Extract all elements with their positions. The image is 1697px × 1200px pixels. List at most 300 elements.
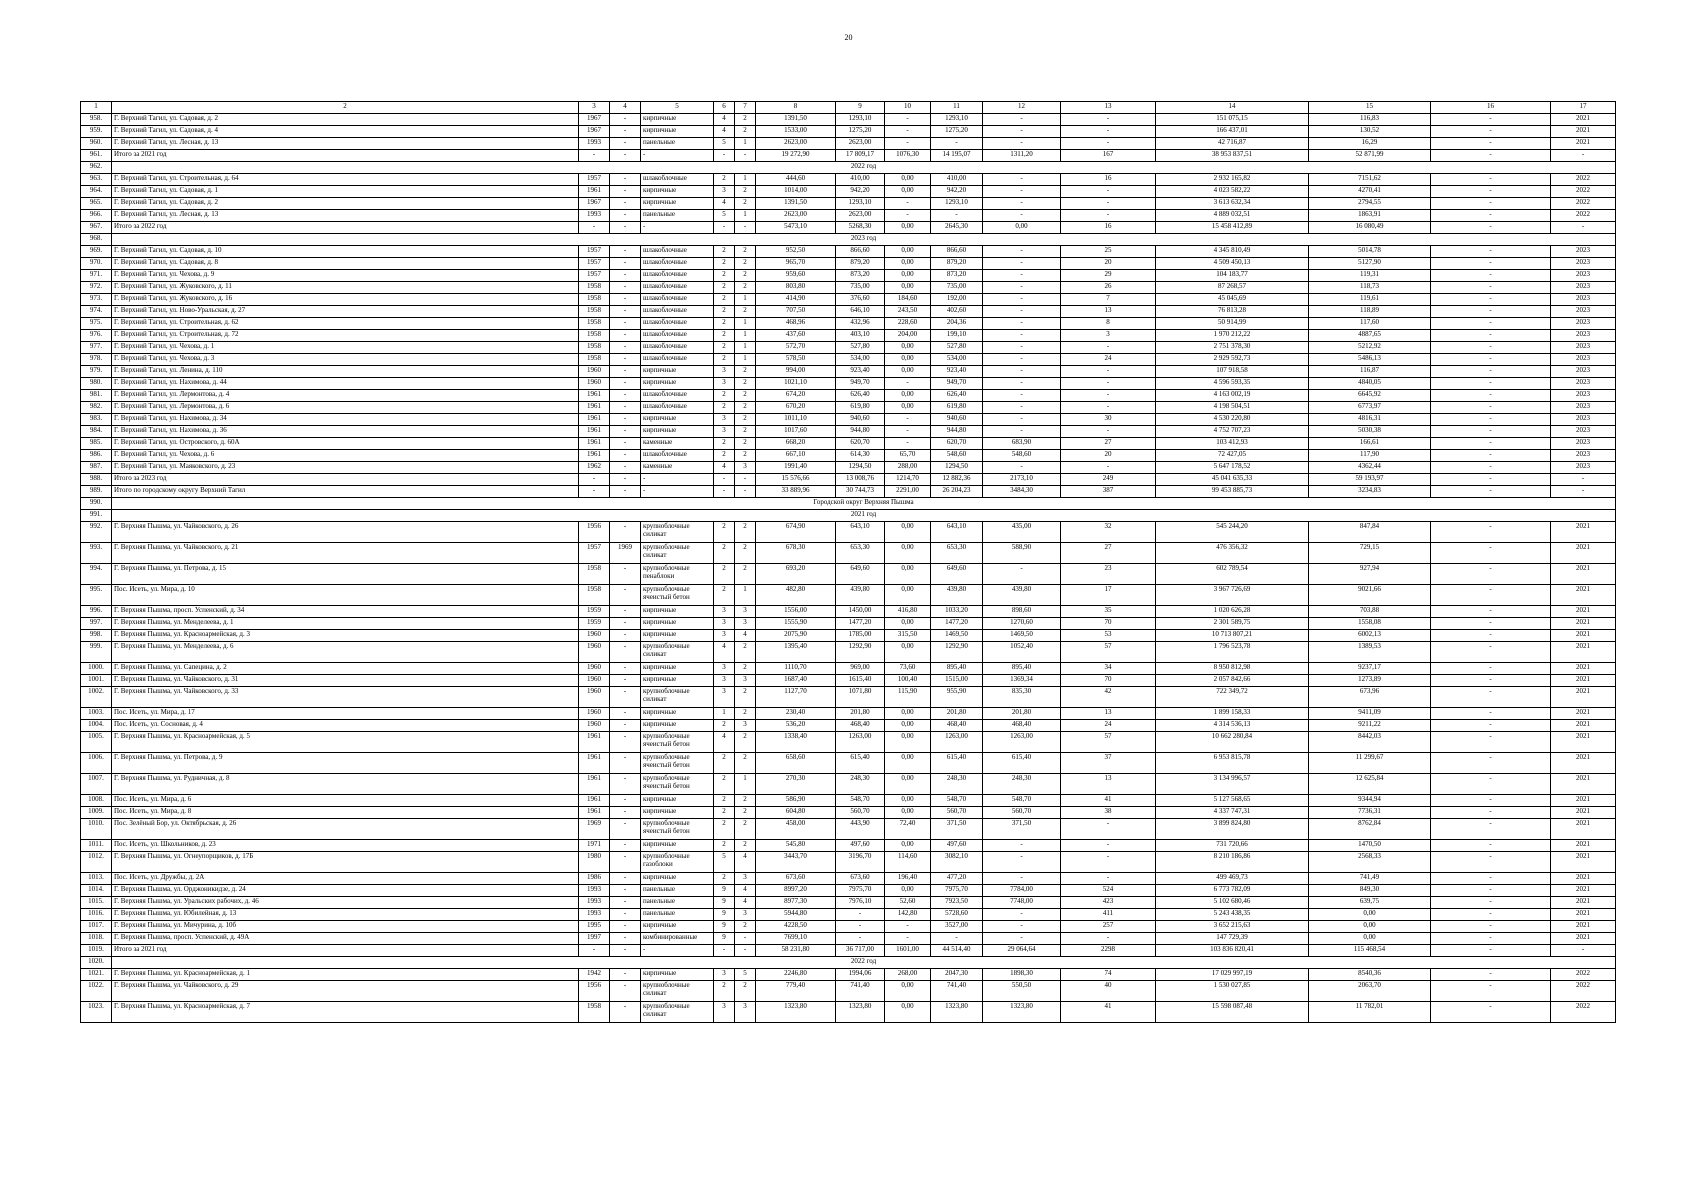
row-number: 988. [81,474,112,486]
unit-cost: 927,94 [1309,564,1431,585]
floors: 4 [714,642,735,663]
table-row [81,306,1616,318]
area-col-11: 12 882,36 [931,474,983,486]
area-col-11: 1033,20 [931,606,983,618]
area-col-12: - [983,921,1061,933]
residents: 41 [1061,1002,1156,1023]
area-col-12: - [983,330,1061,342]
unit-cost: 9021,66 [1309,585,1431,606]
year-built: 1971 [579,840,610,852]
nonresidential-area: - [885,438,931,450]
row-number: 995. [81,585,112,606]
living-area: 497,60 [836,840,885,852]
year-built: 1958 [579,282,610,294]
living-area: 735,00 [836,282,885,294]
wall-material: - [641,222,714,234]
table-row [81,921,1616,933]
floors: 2 [714,258,735,270]
total-area: 1395,40 [756,642,836,663]
year-built: 1993 [579,210,610,222]
total-area: 1110,70 [756,663,836,675]
wall-material: крупноблочные газоблоки [641,852,714,873]
area-col-11: 955,90 [931,687,983,708]
entrances: 1 [735,330,756,342]
cost: 76 813,28 [1156,306,1309,318]
unit-cost: 1273,89 [1309,675,1431,687]
area-col-12: 201,80 [983,708,1061,720]
table-row [81,474,1616,486]
nonresidential-area: 0,00 [885,720,931,732]
planned-year: 2021 [1551,618,1616,630]
year-built: 1958 [579,342,610,354]
entrances: 4 [735,897,756,909]
residents: 423 [1061,897,1156,909]
row-number: 986. [81,450,112,462]
nonresidential-area: 268,00 [885,969,931,981]
cost: 15 598 087,48 [1156,1002,1309,1023]
unit-cost: 9237,17 [1309,663,1431,675]
residents: 70 [1061,618,1156,630]
planned-year: - [1551,945,1616,957]
col-16: - [1431,708,1551,720]
nonresidential-area: - [885,114,931,126]
area-col-11: 439,80 [931,585,983,606]
entrances: 2 [735,306,756,318]
col-16: - [1431,873,1551,885]
total-area: 536,20 [756,720,836,732]
living-area: 7975,70 [836,885,885,897]
planned-year: 2021 [1551,921,1616,933]
area-col-12: - [983,246,1061,258]
cost: 5 647 178,52 [1156,462,1309,474]
cost: 2 057 842,66 [1156,675,1309,687]
entrances: 1 [735,138,756,150]
year-built: 1961 [579,795,610,807]
area-col-12: - [983,270,1061,282]
floors: 2 [714,306,735,318]
address: Г. Верхняя Пышма, ул. Красноармейская, д. 3 [112,630,579,642]
table-row [81,642,1616,663]
row-number: 1020. [81,957,112,969]
planned-year: 2023 [1551,294,1616,306]
planned-year: 2022 [1551,969,1616,981]
table-row [81,426,1616,438]
year-reconstructed: - [610,687,641,708]
area-col-11: 944,80 [931,426,983,438]
area-col-12: 548,60 [983,450,1061,462]
planned-year: 2021 [1551,543,1616,564]
col-16: - [1431,222,1551,234]
entrances: 3 [735,675,756,687]
entrances: 2 [735,732,756,753]
planned-year: 2023 [1551,318,1616,330]
wall-material: кирпичные [641,114,714,126]
cost: 722 349,72 [1156,687,1309,708]
year-reconstructed: - [610,663,641,675]
floors: 2 [714,246,735,258]
address: Г. Верхняя Пышма, ул. Менделеева, д. 1 [112,618,579,630]
planned-year: 2023 [1551,270,1616,282]
year-built: 1960 [579,630,610,642]
table-row [81,126,1616,138]
floors: 3 [714,414,735,426]
row-number: 959. [81,126,112,138]
entrances: 4 [735,630,756,642]
unit-cost: 5486,13 [1309,354,1431,366]
residents: 32 [1061,522,1156,543]
table-row [81,720,1616,732]
area-col-11: 1477,20 [931,618,983,630]
entrances: 2 [735,378,756,390]
row-number: 974. [81,306,112,318]
residents: 24 [1061,354,1156,366]
wall-material: крупноблочные силикат [641,543,714,564]
col-16: - [1431,258,1551,270]
living-area: 5268,30 [836,222,885,234]
wall-material: панельные [641,897,714,909]
planned-year: 2022 [1551,1002,1616,1023]
wall-material: панельные [641,885,714,897]
living-area: 949,70 [836,378,885,390]
row-number: 967. [81,222,112,234]
year-built: 1942 [579,969,610,981]
entrances: 1 [735,774,756,795]
area-col-11: 949,70 [931,378,983,390]
cost: 4 337 747,31 [1156,807,1309,819]
residents: 249 [1061,474,1156,486]
area-col-11: 1293,10 [931,198,983,210]
entrances: 2 [735,564,756,585]
column-header-6: 6 [714,102,735,114]
residents: - [1061,198,1156,210]
floors: 2 [714,270,735,282]
year-reconstructed: - [610,981,641,1002]
year-reconstructed: - [610,198,641,210]
entrances: 2 [735,438,756,450]
total-area: 2246,80 [756,969,836,981]
cost: 4 530 220,80 [1156,414,1309,426]
year-built: 1997 [579,933,610,945]
living-area: 940,60 [836,414,885,426]
living-area: 619,80 [836,402,885,414]
year-reconstructed: - [610,1002,641,1023]
year-built: 1960 [579,675,610,687]
col-16: - [1431,354,1551,366]
row-number: 980. [81,378,112,390]
total-area: 658,60 [756,753,836,774]
planned-year: 2022 [1551,198,1616,210]
unit-cost: 8442,03 [1309,732,1431,753]
year-reconstructed: - [610,969,641,981]
residents: 17 [1061,585,1156,606]
row-number: 1008. [81,795,112,807]
table-row [81,840,1616,852]
unit-cost: 4816,31 [1309,414,1431,426]
column-number-header [81,102,1616,114]
entrances: 2 [735,819,756,840]
row-number: 966. [81,210,112,222]
row-number: 965. [81,198,112,210]
floors: 1 [714,708,735,720]
row-number: 996. [81,606,112,618]
year-built: 1993 [579,138,610,150]
total-area: 572,70 [756,342,836,354]
cost: 38 953 837,51 [1156,150,1309,162]
area-col-12: 560,70 [983,807,1061,819]
living-area: 548,70 [836,795,885,807]
address: Г. Верхняя Пышма, просп. Успенский, д. 49А [112,933,579,945]
year-reconstructed: - [610,885,641,897]
cost: 4 509 450,13 [1156,258,1309,270]
planned-year: 2021 [1551,720,1616,732]
row-number: 987. [81,462,112,474]
col-16: - [1431,909,1551,921]
residents: 57 [1061,732,1156,753]
year-reconstructed: - [610,630,641,642]
row-number: 993. [81,543,112,564]
planned-year: 2021 [1551,687,1616,708]
col-16: - [1431,450,1551,462]
residents: 13 [1061,774,1156,795]
planned-year: 2023 [1551,414,1616,426]
residents: 7 [1061,294,1156,306]
col-16: - [1431,720,1551,732]
table-row [81,774,1616,795]
area-col-11: 468,40 [931,720,983,732]
year-reconstructed: 1969 [610,543,641,564]
row-number: 998. [81,630,112,642]
living-area: 534,00 [836,354,885,366]
unit-cost: 639,75 [1309,897,1431,909]
total-area: 586,90 [756,795,836,807]
year-reconstructed: - [610,852,641,873]
area-col-12: - [983,282,1061,294]
nonresidential-area: 228,60 [885,318,931,330]
table-row [81,402,1616,414]
cost: 4 023 582,22 [1156,186,1309,198]
wall-material: - [641,486,714,498]
table-row [81,819,1616,840]
wall-material: крупноблочные силикат [641,687,714,708]
wall-material: кирпичные [641,921,714,933]
row-number: 970. [81,258,112,270]
nonresidential-area: - [885,210,931,222]
total-area: 458,00 [756,819,836,840]
row-number: 963. [81,174,112,186]
wall-material: кирпичные [641,618,714,630]
area-col-11: 923,40 [931,366,983,378]
table-row [81,390,1616,402]
nonresidential-area: 416,80 [885,606,931,618]
col-16: - [1431,543,1551,564]
area-col-12: 248,30 [983,774,1061,795]
living-area: 403,10 [836,330,885,342]
col-16: - [1431,840,1551,852]
living-area: 615,40 [836,753,885,774]
living-area: 376,60 [836,294,885,306]
living-area: 626,40 [836,390,885,402]
cost: 45 045,69 [1156,294,1309,306]
area-col-12: 588,90 [983,543,1061,564]
col-16: - [1431,969,1551,981]
table-row [81,270,1616,282]
area-col-12: 615,40 [983,753,1061,774]
total-area: 2075,90 [756,630,836,642]
living-area: - [836,921,885,933]
year-built: - [579,474,610,486]
planned-year: 2021 [1551,909,1616,921]
area-col-12: 1311,20 [983,150,1061,162]
floors: 9 [714,885,735,897]
year-reconstructed: - [610,795,641,807]
col-16: - [1431,486,1551,498]
planned-year: 2021 [1551,126,1616,138]
year-built: - [579,486,610,498]
col-16: - [1431,270,1551,282]
floors: 2 [714,873,735,885]
table-row [81,795,1616,807]
year-reconstructed: - [610,114,641,126]
living-area: 17 809,17 [836,150,885,162]
address: Пос. Исеть, ул. Мира, д. 10 [112,585,579,606]
floors: 2 [714,774,735,795]
section-title: 2022 год [112,162,1616,174]
year-built: 1960 [579,366,610,378]
cost: 103 836 820,41 [1156,945,1309,957]
area-col-12: - [983,258,1061,270]
living-area: 649,60 [836,564,885,585]
total-area: 1391,50 [756,114,836,126]
year-built: 1961 [579,450,610,462]
area-col-12: 550,50 [983,981,1061,1002]
area-col-11: 527,80 [931,342,983,354]
year-reconstructed: - [610,270,641,282]
area-col-11: 477,20 [931,873,983,885]
address: Г. Верхний Тагил, ул. Нахимова, д. 44 [112,378,579,390]
total-area: 1991,40 [756,462,836,474]
cost: 4 889 032,51 [1156,210,1309,222]
col-16: - [1431,606,1551,618]
year-reconstructed: - [610,732,641,753]
year-built: - [579,945,610,957]
col-16: - [1431,630,1551,642]
col-16: - [1431,687,1551,708]
floors: 2 [714,174,735,186]
address: Г. Верхний Тагил, ул. Островского, д. 60А [112,438,579,450]
column-header-2: 2 [112,102,579,114]
table-row [81,414,1616,426]
area-col-12: - [983,840,1061,852]
row-number: 1000. [81,663,112,675]
living-area: 1293,10 [836,198,885,210]
cost: 151 075,15 [1156,114,1309,126]
address: Г. Верхний Тагил, ул. Лесная, д. 13 [112,138,579,150]
living-area: 1323,80 [836,1002,885,1023]
total-area: 15 576,66 [756,474,836,486]
nonresidential-area: 1214,70 [885,474,931,486]
floors: 2 [714,330,735,342]
unit-cost: 1389,53 [1309,642,1431,663]
floors: 5 [714,138,735,150]
unit-cost: 2794,55 [1309,198,1431,210]
nonresidential-area: 0,00 [885,795,931,807]
section-header-row [81,957,1616,969]
total-area: 7699,10 [756,933,836,945]
total-area: 604,80 [756,807,836,819]
area-col-12: - [983,909,1061,921]
col-16: - [1431,807,1551,819]
floors: 2 [714,720,735,732]
table-row [81,198,1616,210]
living-area: 1477,20 [836,618,885,630]
floors: 2 [714,354,735,366]
nonresidential-area: 115,90 [885,687,931,708]
residents: 411 [1061,909,1156,921]
year-built: 1986 [579,873,610,885]
column-header-10: 10 [885,102,931,114]
year-reconstructed: - [610,585,641,606]
entrances: 3 [735,873,756,885]
entrances: 1 [735,585,756,606]
entrances: 2 [735,414,756,426]
living-area: 942,20 [836,186,885,198]
total-area: 1017,60 [756,426,836,438]
floors: 2 [714,390,735,402]
planned-year: 2021 [1551,933,1616,945]
year-built: - [579,150,610,162]
area-col-11: 620,70 [931,438,983,450]
entrances: 2 [735,366,756,378]
nonresidential-area: 73,60 [885,663,931,675]
unit-cost: 8540,36 [1309,969,1431,981]
address: Г. Верхняя Пышма, ул. Менделеева, д. 6 [112,642,579,663]
year-reconstructed: - [610,366,641,378]
address: Пос. Исеть, ул. Дружбы, д. 2А [112,873,579,885]
living-area: 944,80 [836,426,885,438]
col-16: - [1431,933,1551,945]
row-number: 984. [81,426,112,438]
year-reconstructed: - [610,642,641,663]
living-area: 30 744,73 [836,486,885,498]
table-row [81,354,1616,366]
col-16: - [1431,126,1551,138]
area-col-11: 371,50 [931,819,983,840]
cost: 1 970 212,22 [1156,330,1309,342]
year-built: 1960 [579,378,610,390]
table-row [81,138,1616,150]
wall-material: каменные [641,462,714,474]
area-col-12: 2173,10 [983,474,1061,486]
living-area: 1293,10 [836,114,885,126]
floors: - [714,474,735,486]
planned-year: - [1551,150,1616,162]
col-16: - [1431,897,1551,909]
entrances: 2 [735,450,756,462]
row-number: 1005. [81,732,112,753]
year-reconstructed: - [610,210,641,222]
living-area: 36 717,00 [836,945,885,957]
address: Г. Верхний Тагил, ул. Жуковского, д. 16 [112,294,579,306]
living-area: 2623,00 [836,210,885,222]
area-col-11: 2047,30 [931,969,983,981]
cost: 6 773 782,09 [1156,885,1309,897]
area-col-11: 1294,50 [931,462,983,474]
residents: 74 [1061,969,1156,981]
unit-cost: 9411,09 [1309,708,1431,720]
area-col-12: 468,40 [983,720,1061,732]
entrances: 2 [735,795,756,807]
unit-cost: 741,49 [1309,873,1431,885]
